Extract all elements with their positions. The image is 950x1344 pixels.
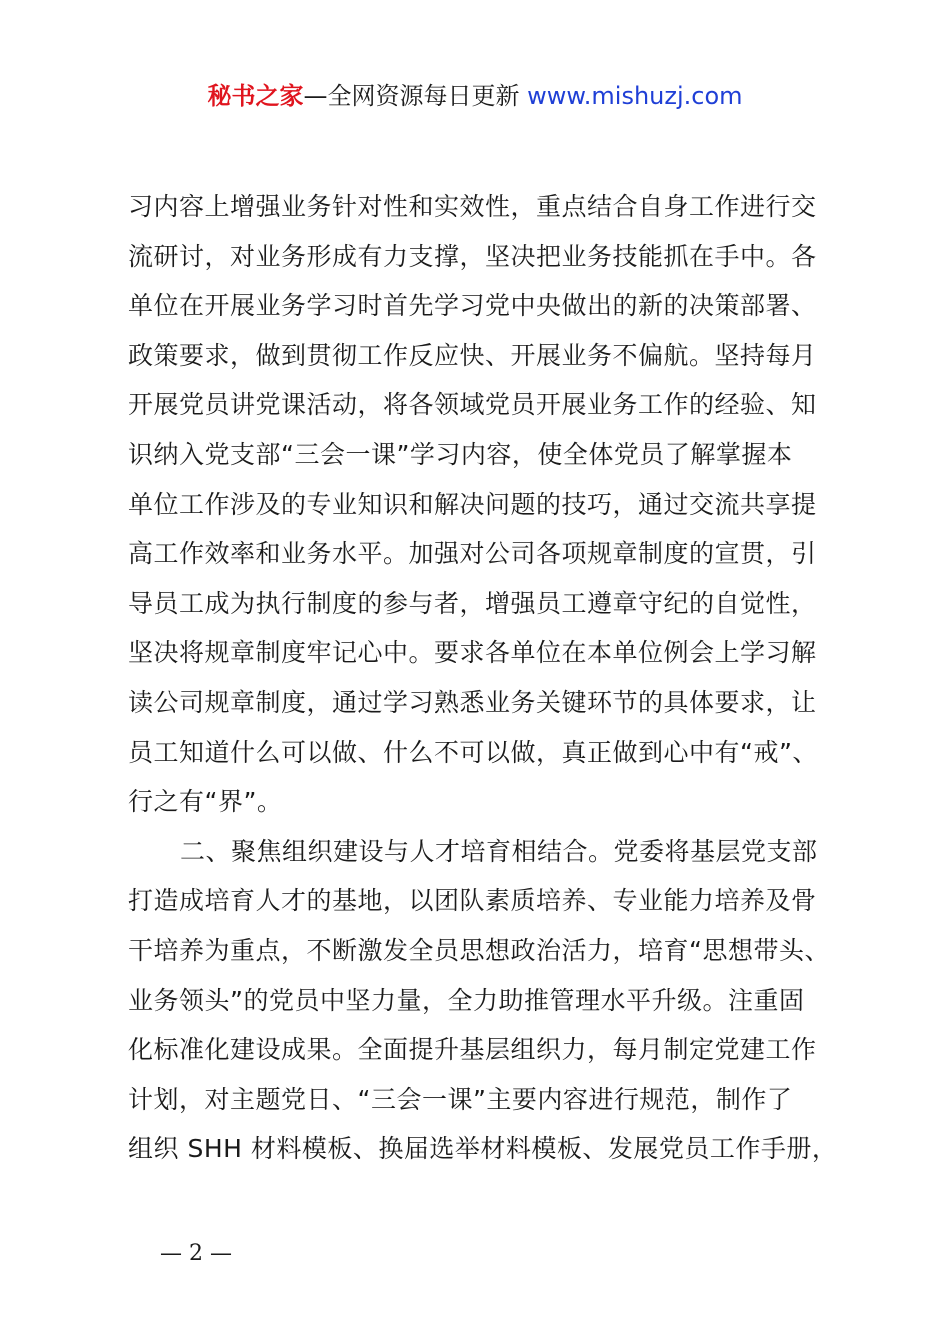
text-line: 开展党员讲党课活动，将各领域党员开展业务工作的经验、知 (128, 390, 817, 420)
page-number: — 2 — (160, 1241, 232, 1266)
text-line: 单位在开展业务学习时首先学习党中央做出的新的决策部署、 (128, 291, 817, 321)
text-line: 高工作效率和业务水平。加强对公司各项规章制度的宣贯，引 (128, 539, 817, 569)
text-line: 导员工成为执行制度的参与者，增强员工遵章守纪的自觉性， (128, 588, 817, 618)
text-line: 计划，对主题党日、“三会一课”主要内容进行规范，制作了 (128, 1084, 793, 1114)
text-line: 单位工作涉及的专业知识和解决问题的技巧，通过交流共享提 (128, 489, 817, 519)
text-line: 打造成培育人才的基地，以团队素质培养、专业能力培养及骨 (128, 886, 817, 916)
text-line: 识纳入党支部“三会一课”学习内容，使全体党员了解掌握本 (128, 439, 793, 469)
site-header (0, 80, 950, 112)
text-line: 员工知道什么可以做、什么不可以做，真正做到心中有“戒”、 (128, 737, 818, 767)
text-line: 坚决将规章制度牢记心中。要求各单位在本单位例会上学习解 (128, 638, 817, 668)
brand-name: 秘书之家 (207, 82, 304, 110)
text-line: 流研讨，对业务形成有力支撑，坚决把业务技能抓在手中。各 (128, 241, 817, 271)
text-line: 干培养为重点，不断激发全员思想政治活力，培育“思想带头、 (128, 935, 830, 965)
text-line: 习内容上增强业务针对性和实效性，重点结合自身工作进行交 (128, 192, 817, 221)
section-heading-line: 二、聚焦组织建设与人才培育相结合。党委将基层党支部 (180, 836, 818, 866)
document-body (128, 182, 836, 1174)
text-line: 化标准化建设成果。全面提升基层组织力，每月制定党建工作 (128, 1035, 817, 1065)
text-line: 组织 SHH 材料模板、换届选举材料模板、发展党员工作手册， (128, 1134, 838, 1164)
text-line: 业务领头”的党员中坚力量，全力助推管理水平升级。注重固 (128, 985, 805, 1015)
header-tagline: —全网资源每日更新 (303, 82, 520, 110)
text-line: 行之有“界”。 (128, 787, 283, 817)
text-line: 政策要求，做到贯彻工作反应快、开展业务不偏航。坚持每月 (128, 340, 817, 370)
text-line: 读公司规章制度，通过学习熟悉业务关键环节的具体要求，让 (128, 687, 817, 717)
site-url-link[interactable]: www.mishuzj.com (527, 82, 743, 110)
